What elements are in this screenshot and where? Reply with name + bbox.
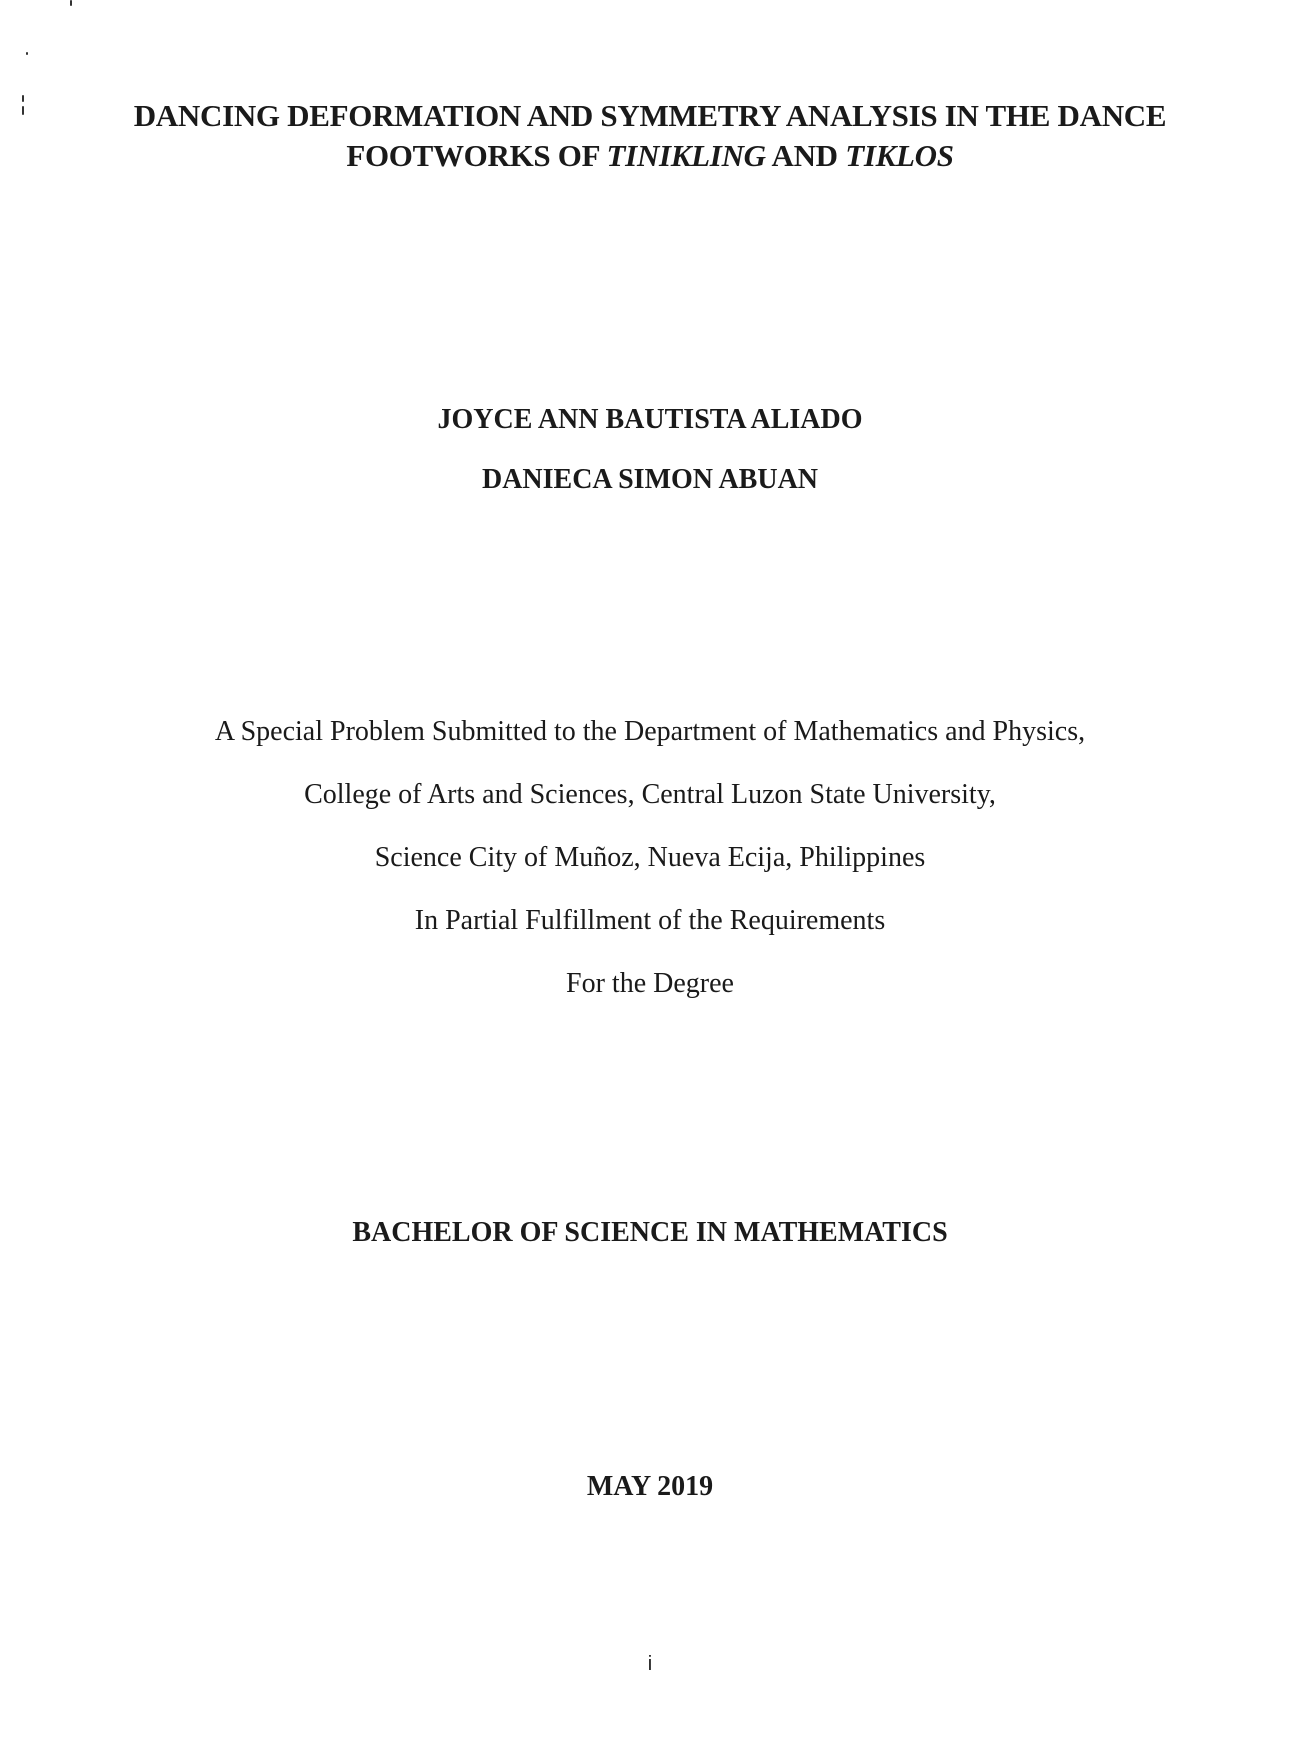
submission-line: College of Arts and Sciences, Central Luzon State University, bbox=[304, 779, 996, 810]
author-name: JOYCE ANN BAUTISTA ALIADO bbox=[437, 404, 863, 435]
page-number: i bbox=[647, 1653, 653, 1675]
submission-statement bbox=[0, 700, 1300, 1015]
document-title bbox=[0, 96, 1300, 176]
author-name: DANIECA SIMON ABUAN bbox=[481, 464, 819, 495]
title-dance-name-tiklos: TIKLOS bbox=[845, 138, 954, 173]
submission-date: MAY 2019 bbox=[586, 1471, 714, 1502]
title-line-2 bbox=[0, 136, 1300, 176]
submission-line: A Special Problem Submitted to the Department of Mathematics and Physics, bbox=[214, 716, 1086, 747]
submission-line: In Partial Fulfillment of the Requirements bbox=[414, 905, 886, 936]
title-dance-name-tinikling: TINIKLING bbox=[606, 138, 766, 173]
scan-artifact-mark bbox=[26, 52, 28, 55]
submission-line: Science City of Muñoz, Nueva Ecija, Philippines bbox=[374, 842, 926, 873]
title-line-2-prefix: FOOTWORKS OF bbox=[346, 138, 607, 173]
scan-artifact-mark bbox=[70, 0, 72, 6]
degree-name: BACHELOR OF SCIENCE IN MATHEMATICS bbox=[352, 1217, 948, 1248]
title-line-2-middle: AND bbox=[765, 138, 846, 173]
submission-line: For the Degree bbox=[566, 968, 734, 999]
title-line-1: DANCING DEFORMATION AND SYMMETRY ANALYSIS IN THE DANCE bbox=[133, 98, 1167, 133]
author-list bbox=[0, 390, 1300, 510]
